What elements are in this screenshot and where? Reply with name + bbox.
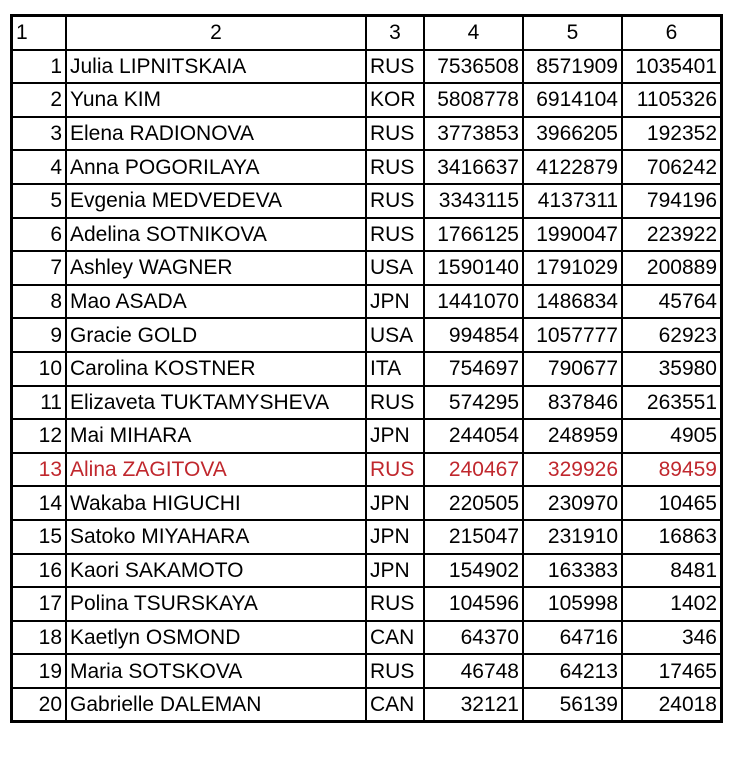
name-cell: Adelina SOTNIKOVA xyxy=(66,218,366,252)
table-body xyxy=(12,50,722,722)
value-cell-5: 3966205 xyxy=(523,117,622,151)
rank-cell: 12 xyxy=(12,419,67,453)
country-cell: RUS xyxy=(366,150,424,184)
rank-cell: 13 xyxy=(12,453,67,487)
value-cell-4: 3773853 xyxy=(424,117,523,151)
country-cell: JPN xyxy=(366,520,424,554)
table-row xyxy=(12,486,722,520)
value-cell-4: 1441070 xyxy=(424,285,523,319)
value-cell-5: 1486834 xyxy=(523,285,622,319)
table-row xyxy=(12,621,722,655)
value-cell-6: 346 xyxy=(622,621,722,655)
value-cell-5: 1990047 xyxy=(523,218,622,252)
name-cell: Kaetlyn OSMOND xyxy=(66,621,366,655)
name-cell: Elena RADIONOVA xyxy=(66,117,366,151)
country-cell: RUS xyxy=(366,386,424,420)
table-row xyxy=(12,285,722,319)
table-row xyxy=(12,654,722,688)
rank-cell: 11 xyxy=(12,386,67,420)
name-cell: Gabrielle DALEMAN xyxy=(66,688,366,722)
country-cell: RUS xyxy=(366,184,424,218)
country-cell: KOR xyxy=(366,83,424,117)
table-row xyxy=(12,554,722,588)
table-row xyxy=(12,688,722,722)
value-cell-4: 3416637 xyxy=(424,150,523,184)
value-cell-5: 1791029 xyxy=(523,251,622,285)
value-cell-6: 45764 xyxy=(622,285,722,319)
name-cell: Kaori SAKAMOTO xyxy=(66,554,366,588)
value-cell-6: 8481 xyxy=(622,554,722,588)
name-cell: Alina ZAGITOVA xyxy=(66,453,366,487)
value-cell-4: 5808778 xyxy=(424,83,523,117)
value-cell-6: 35980 xyxy=(622,352,722,386)
name-cell: Carolina KOSTNER xyxy=(66,352,366,386)
rank-cell: 2 xyxy=(12,83,67,117)
country-cell: RUS xyxy=(366,453,424,487)
table-row xyxy=(12,184,722,218)
table-row xyxy=(12,50,722,84)
value-cell-5: 8571909 xyxy=(523,50,622,84)
country-cell: JPN xyxy=(366,554,424,588)
rank-cell: 20 xyxy=(12,688,67,722)
country-cell: RUS xyxy=(366,587,424,621)
column-header-1: 1 xyxy=(12,16,67,50)
value-cell-6: 17465 xyxy=(622,654,722,688)
value-cell-6: 1402 xyxy=(622,587,722,621)
column-header-2: 2 xyxy=(66,16,366,50)
value-cell-5: 837846 xyxy=(523,386,622,420)
value-cell-5: 231910 xyxy=(523,520,622,554)
name-cell: Wakaba HIGUCHI xyxy=(66,486,366,520)
country-cell: CAN xyxy=(366,688,424,722)
value-cell-4: 754697 xyxy=(424,352,523,386)
country-cell: RUS xyxy=(366,117,424,151)
table-row xyxy=(12,587,722,621)
table-row xyxy=(12,117,722,151)
value-cell-6: 192352 xyxy=(622,117,722,151)
table-row xyxy=(12,83,722,117)
value-cell-6: 89459 xyxy=(622,453,722,487)
value-cell-6: 1105326 xyxy=(622,83,722,117)
value-cell-6: 200889 xyxy=(622,251,722,285)
table-row xyxy=(12,251,722,285)
table-row xyxy=(12,318,722,352)
name-cell: Mai MIHARA xyxy=(66,419,366,453)
value-cell-4: 3343115 xyxy=(424,184,523,218)
name-cell: Yuna KIM xyxy=(66,83,366,117)
value-cell-6: 1035401 xyxy=(622,50,722,84)
value-cell-4: 104596 xyxy=(424,587,523,621)
value-cell-6: 263551 xyxy=(622,386,722,420)
rank-cell: 9 xyxy=(12,318,67,352)
value-cell-4: 154902 xyxy=(424,554,523,588)
value-cell-5: 790677 xyxy=(523,352,622,386)
column-header-5: 5 xyxy=(523,16,622,50)
value-cell-4: 46748 xyxy=(424,654,523,688)
rank-cell: 18 xyxy=(12,621,67,655)
country-cell: RUS xyxy=(366,50,424,84)
value-cell-6: 62923 xyxy=(622,318,722,352)
table-row xyxy=(12,386,722,420)
country-cell: JPN xyxy=(366,486,424,520)
country-cell: RUS xyxy=(366,218,424,252)
value-cell-5: 4137311 xyxy=(523,184,622,218)
column-header-6: 6 xyxy=(622,16,722,50)
rank-cell: 19 xyxy=(12,654,67,688)
rank-cell: 16 xyxy=(12,554,67,588)
value-cell-5: 163383 xyxy=(523,554,622,588)
value-cell-5: 4122879 xyxy=(523,150,622,184)
value-cell-5: 64213 xyxy=(523,654,622,688)
name-cell: Maria SOTSKOVA xyxy=(66,654,366,688)
value-cell-4: 220505 xyxy=(424,486,523,520)
rank-cell: 3 xyxy=(12,117,67,151)
name-cell: Mao ASADA xyxy=(66,285,366,319)
table-row xyxy=(12,352,722,386)
value-cell-4: 240467 xyxy=(424,453,523,487)
value-cell-6: 24018 xyxy=(622,688,722,722)
rank-cell: 8 xyxy=(12,285,67,319)
value-cell-4: 32121 xyxy=(424,688,523,722)
table-row xyxy=(12,419,722,453)
country-cell: RUS xyxy=(366,654,424,688)
name-cell: Ashley WAGNER xyxy=(66,251,366,285)
value-cell-6: 706242 xyxy=(622,150,722,184)
column-header-4: 4 xyxy=(424,16,523,50)
rank-cell: 6 xyxy=(12,218,67,252)
rank-cell: 15 xyxy=(12,520,67,554)
value-cell-5: 230970 xyxy=(523,486,622,520)
name-cell: Gracie GOLD xyxy=(66,318,366,352)
value-cell-6: 16863 xyxy=(622,520,722,554)
table-row xyxy=(12,218,722,252)
name-cell: Anna POGORILAYA xyxy=(66,150,366,184)
name-cell: Satoko MIYAHARA xyxy=(66,520,366,554)
value-cell-4: 574295 xyxy=(424,386,523,420)
table-row xyxy=(12,520,722,554)
value-cell-5: 56139 xyxy=(523,688,622,722)
country-cell: ITA xyxy=(366,352,424,386)
value-cell-5: 248959 xyxy=(523,419,622,453)
name-cell: Evgenia MEDVEDEVA xyxy=(66,184,366,218)
value-cell-4: 244054 xyxy=(424,419,523,453)
rank-cell: 14 xyxy=(12,486,67,520)
rank-cell: 17 xyxy=(12,587,67,621)
country-cell: JPN xyxy=(366,285,424,319)
rank-cell: 1 xyxy=(12,50,67,84)
value-cell-6: 223922 xyxy=(622,218,722,252)
header-row xyxy=(12,16,722,50)
value-cell-5: 64716 xyxy=(523,621,622,655)
ranking-table xyxy=(10,14,723,723)
name-cell: Elizaveta TUKTAMYSHEVA xyxy=(66,386,366,420)
country-cell: CAN xyxy=(366,621,424,655)
name-cell: Julia LIPNITSKAIA xyxy=(66,50,366,84)
rank-cell: 7 xyxy=(12,251,67,285)
rank-cell: 4 xyxy=(12,150,67,184)
value-cell-6: 10465 xyxy=(622,486,722,520)
country-cell: USA xyxy=(366,251,424,285)
value-cell-6: 4905 xyxy=(622,419,722,453)
table-row xyxy=(12,150,722,184)
name-cell: Polina TSURSKAYA xyxy=(66,587,366,621)
value-cell-5: 105998 xyxy=(523,587,622,621)
value-cell-4: 1766125 xyxy=(424,218,523,252)
value-cell-4: 64370 xyxy=(424,621,523,655)
value-cell-5: 329926 xyxy=(523,453,622,487)
value-cell-6: 794196 xyxy=(622,184,722,218)
table-container xyxy=(10,14,723,723)
value-cell-4: 7536508 xyxy=(424,50,523,84)
rank-cell: 5 xyxy=(12,184,67,218)
value-cell-4: 994854 xyxy=(424,318,523,352)
value-cell-5: 1057777 xyxy=(523,318,622,352)
rank-cell: 10 xyxy=(12,352,67,386)
table-row xyxy=(12,453,722,487)
country-cell: USA xyxy=(366,318,424,352)
value-cell-4: 215047 xyxy=(424,520,523,554)
country-cell: JPN xyxy=(366,419,424,453)
value-cell-5: 6914104 xyxy=(523,83,622,117)
column-header-3: 3 xyxy=(366,16,424,50)
value-cell-4: 1590140 xyxy=(424,251,523,285)
